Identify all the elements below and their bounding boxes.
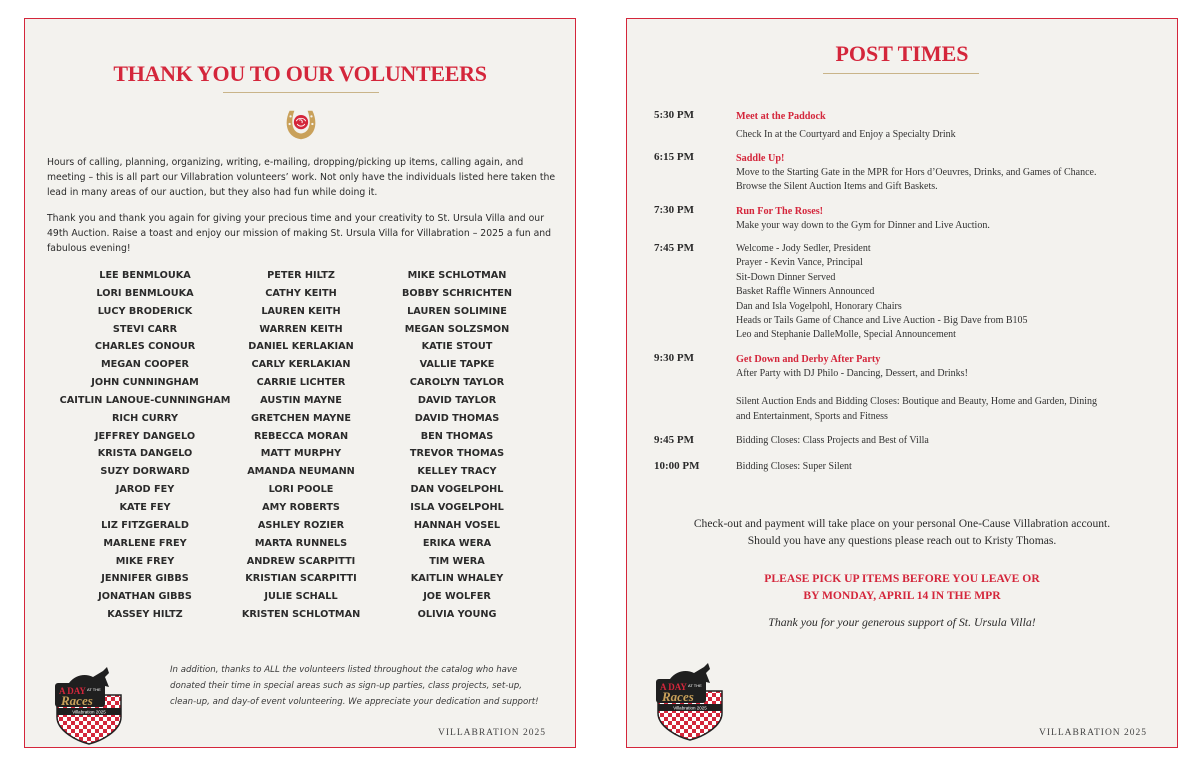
schedule-line: Basket Raffle Winners Announced xyxy=(736,286,875,298)
volunteer-name: KATIE STOUT xyxy=(421,341,493,353)
schedule-time: 7:30 PM xyxy=(654,204,695,216)
title-divider xyxy=(823,73,979,74)
volunteer-name: CAITLIN LANOUE-CUNNINGHAM xyxy=(59,394,231,406)
logo-text-year: Villabration 2025 xyxy=(673,705,707,711)
volunteer-name: BEN THOMAS xyxy=(420,430,494,442)
volunteer-name: DANIEL KERLAKIAN xyxy=(248,341,354,353)
volunteers-title: THANK YOU TO OUR VOLUNTEERS xyxy=(113,61,487,86)
volunteer-name: PETER HILTZ xyxy=(267,270,335,281)
intro-paragraph-2: Thank you and thank you again for giving your precious time and your creativity to St. Ursula Villa and our 49th Auction. Raise a toast and enjoy our mission of making St. Ursula Villa for Villabration – 2025 a fun and fabulous evening! xyxy=(47,213,552,254)
schedule-time: 9:45 PM xyxy=(654,434,695,446)
intro-paragraph-1: Hours of calling, planning, organizing, writing, e-mailing, dropping/picking up items, calling again, and meeting – this is all part our Villabration volunteers’ work. Not only have the individuals listed here taken the lead in many areas of our auction, but they also had fun while doing it. xyxy=(47,157,556,198)
schedule-line: and Entertainment, Sports and Fitness xyxy=(736,410,888,422)
volunteer-name: DAVID TAYLOR xyxy=(417,394,497,406)
volunteer-name: DAN VOGELPOHL xyxy=(410,484,504,496)
volunteer-name: STEVI CARR xyxy=(112,323,178,335)
volunteer-name: MARLENE FREY xyxy=(103,537,187,549)
volunteer-name: AUSTIN MAYNE xyxy=(260,394,342,406)
volunteer-name: ASHLEY ROZIER xyxy=(257,519,345,531)
horseshoe-rose-icon xyxy=(282,105,320,143)
schedule-line: Welcome - Jody Sedler, President xyxy=(736,243,871,254)
volunteer-name: LAUREN SOLIMINE xyxy=(407,305,507,317)
schedule-line: Make your way down to the Gym for Dinner and Live Auction. xyxy=(736,220,990,231)
schedule-heading: Get Down and Derby After Party xyxy=(736,354,881,365)
volunteer-name: CARRIE LICHTER xyxy=(256,377,346,389)
volunteer-name: RICH CURRY xyxy=(111,412,179,424)
support-message: Thank you for your generous support of St. Ursula Villa! xyxy=(768,615,1036,629)
volunteer-name: LORI BENMLOUKA xyxy=(96,287,194,299)
logo-text-a-day: A DAY xyxy=(59,686,86,696)
schedule-heading: Saddle Up! xyxy=(736,153,785,164)
volunteer-name: JAROD FEY xyxy=(115,484,175,496)
volunteer-name: TREVOR THOMAS xyxy=(409,448,505,460)
volunteer-name: MATT MURPHY xyxy=(260,448,342,460)
checkout-note xyxy=(627,515,1177,549)
volunteer-name: JOE WOLFER xyxy=(423,591,491,603)
volunteer-name: KRISTA DANGELO xyxy=(97,448,193,460)
schedule-line: Heads or Tails Game of Chance and Live Auction - Big Dave from B105 xyxy=(736,315,1028,327)
volunteer-name: LORI POOLE xyxy=(268,484,334,496)
schedule-line: Leo and Stephanie DalleMolle, Special Announcement xyxy=(736,329,956,341)
schedule-spacer xyxy=(736,381,1146,395)
volunteer-name: OLIVIA YOUNG xyxy=(417,609,497,621)
volunteer-name: KATE FEY xyxy=(119,501,171,513)
volunteer-name: SUZY DORWARD xyxy=(100,466,190,478)
volunteer-name: KRISTEN SCHLOTMAN xyxy=(241,609,361,621)
schedule-line: Dan and Isla Vogelpohl, Honorary Chairs xyxy=(736,300,902,312)
volunteer-name: JEFFREY DANGELO xyxy=(94,430,196,442)
volunteer-name: LUCY BRODERICK xyxy=(97,305,193,317)
volunteer-name: CHARLES CONOUR xyxy=(94,341,196,353)
schedule-line: Prayer - Kevin Vance, Principal xyxy=(736,257,863,269)
footer-label: VILLABRATION 2025 xyxy=(438,728,547,738)
volunteer-name: VALLIE TAPKE xyxy=(419,359,495,371)
logo-text-at-the: AT THE xyxy=(87,687,101,692)
volunteer-name: JULIE SCHALL xyxy=(264,591,338,603)
derby-shield-logo xyxy=(51,661,127,745)
volunteer-name: KRISTIAN SCARPITTI xyxy=(245,573,357,585)
volunteer-name: ANDREW SCARPITTI xyxy=(246,555,356,567)
schedule-time: 7:45 PM xyxy=(654,242,695,254)
title-divider xyxy=(223,92,379,93)
logo-text-at-the: AT THE xyxy=(688,683,702,688)
logo-text-races: Races xyxy=(662,689,694,704)
volunteer-name: JENNIFER GIBBS xyxy=(101,573,189,585)
volunteer-name: DAVID THOMAS xyxy=(414,412,500,424)
pickup-notice xyxy=(627,570,1177,604)
volunteer-name: MEGAN COOPER xyxy=(101,359,189,371)
volunteer-name: ERIKA WERA xyxy=(422,537,492,549)
schedule-line: Move to the Starting Gate in the MPR for Hors d’Oeuvres, Drinks, and Games of Chance. xyxy=(736,167,1097,178)
schedule-line: Check In at the Courtyard and Enjoy a Specialty Drink xyxy=(736,129,956,140)
logo-text-races: Races xyxy=(61,693,93,708)
schedule-time: 9:30 PM xyxy=(654,352,695,364)
schedule-line: Browse the Silent Auction Items and Gift Baskets. xyxy=(736,181,938,193)
volunteer-name: ISLA VOGELPOHL xyxy=(410,501,504,513)
volunteer-name: HANNAH VOSEL xyxy=(413,519,501,531)
volunteer-column-3 xyxy=(357,267,557,624)
schedule-line: Sit-Down Dinner Served xyxy=(736,271,836,283)
logo-text-year: Villabration 2025 xyxy=(72,709,106,715)
volunteer-name: MEGAN SOLZSMON xyxy=(404,323,510,335)
volunteers-page xyxy=(24,18,576,748)
schedule-line: Bidding Closes: Class Projects and Best of Villa xyxy=(736,435,929,446)
volunteer-name: CATHY KEITH xyxy=(265,287,337,299)
schedule-time: 10:00 PM xyxy=(654,460,700,472)
volunteer-name: AMY ROBERTS xyxy=(262,501,340,513)
volunteer-name: TIM WERA xyxy=(429,555,485,567)
volunteer-name: KAITLIN WHALEY xyxy=(410,573,504,585)
logo-text-a-day: A DAY xyxy=(660,682,687,692)
volunteer-name: CARLY KERLAKIAN xyxy=(251,359,351,371)
volunteer-name: JOHN CUNNINGHAM xyxy=(91,377,199,389)
checkout-line-1: Check-out and payment will take place on your personal One-Cause Villabration account. xyxy=(693,517,1111,530)
schedule-time: 6:15 PM xyxy=(654,151,695,163)
schedule-line: Bidding Closes: Super Silent xyxy=(736,461,852,472)
post-times-title: POST TIMES xyxy=(835,41,969,66)
derby-shield-logo xyxy=(652,657,728,741)
volunteer-name: LEE BENMLOUKA xyxy=(99,270,191,281)
thanks-note: In addition, thanks to ALL the volunteers listed throughout the catalog who have donated their time in special areas such as sign-up parties, class projects, set-up, clean-up, and day-of event volunteering. We appreciate your dedication and support! xyxy=(170,665,539,707)
volunteer-name: REBECCA MORAN xyxy=(253,430,349,442)
pickup-line-1: PLEASE PICK UP ITEMS BEFORE YOU LEAVE OR xyxy=(764,572,1040,585)
volunteer-name: AMANDA NEUMANN xyxy=(247,466,355,478)
footer-label: VILLABRATION 2025 xyxy=(1039,728,1148,738)
volunteer-name: MARTA RUNNELS xyxy=(254,537,348,549)
schedule-line: After Party with DJ Philo - Dancing, Dessert, and Drinks! xyxy=(736,368,968,379)
volunteer-name: LAUREN KEITH xyxy=(261,305,341,317)
pickup-line-2: BY MONDAY, APRIL 14 IN THE MPR xyxy=(803,589,1001,602)
volunteer-name: LIZ FITZGERALD xyxy=(101,519,189,531)
schedule-time: 5:30 PM xyxy=(654,109,695,121)
volunteer-name: WARREN KEITH xyxy=(259,323,343,335)
volunteer-name: MIKE SCHLOTMAN xyxy=(407,270,507,281)
schedule-line: Silent Auction Ends and Bidding Closes: Boutique and Beauty, Home and Garden, Dining xyxy=(736,396,1097,408)
schedule-heading: Run For The Roses! xyxy=(736,206,824,217)
volunteer-name: JONATHAN GIBBS xyxy=(98,591,192,603)
post-times-page xyxy=(626,18,1178,748)
volunteer-name: GRETCHEN MAYNE xyxy=(251,412,351,424)
volunteer-name: MIKE FREY xyxy=(115,555,175,567)
volunteer-name: KELLEY TRACY xyxy=(417,466,497,478)
schedule-heading: Meet at the Paddock xyxy=(736,111,826,122)
volunteer-name: KASSEY HILTZ xyxy=(107,609,183,621)
volunteer-name: BOBBY SCHRICHTEN xyxy=(401,287,513,299)
volunteer-name: CAROLYN TAYLOR xyxy=(409,377,505,389)
checkout-line-2: Should you have any questions please reach out to Kristy Thomas. xyxy=(747,534,1057,547)
